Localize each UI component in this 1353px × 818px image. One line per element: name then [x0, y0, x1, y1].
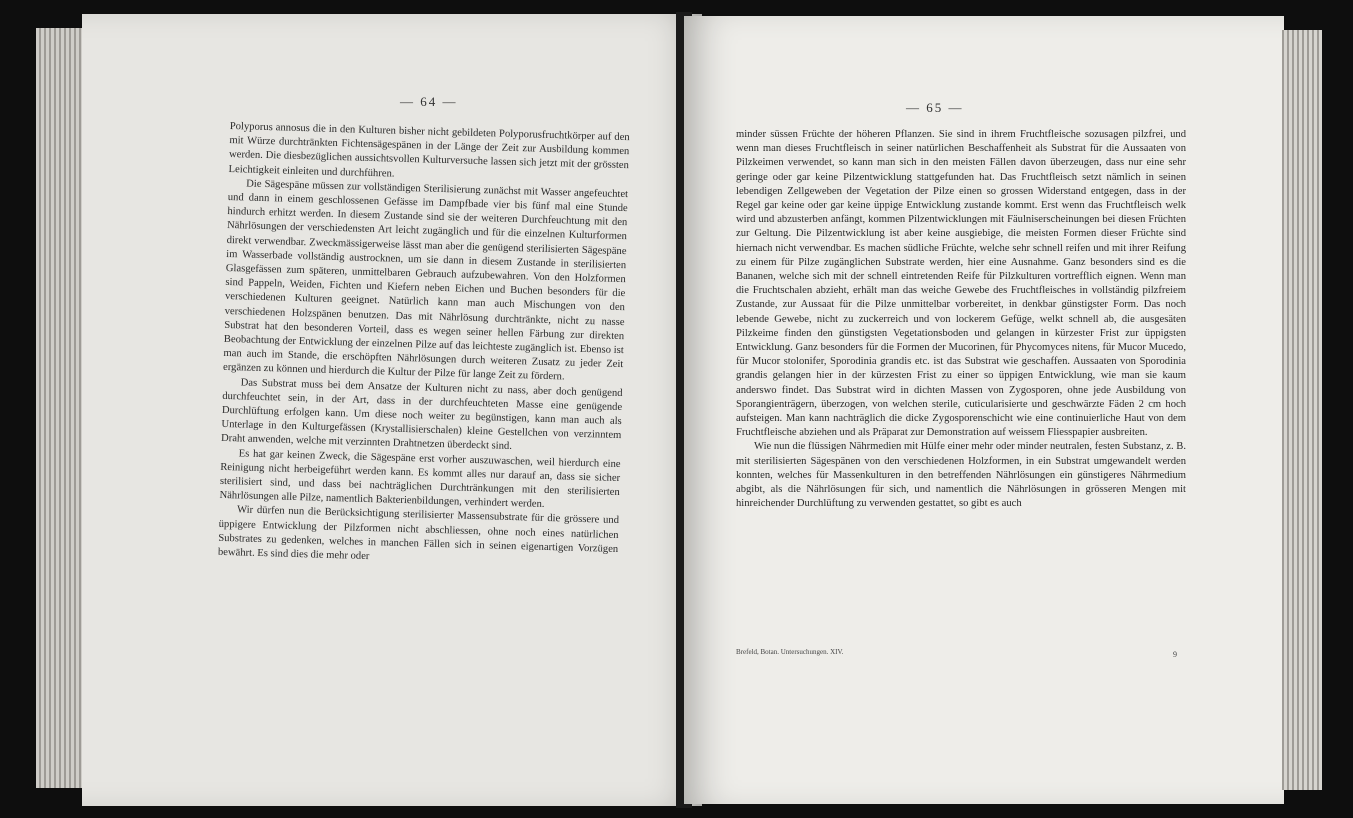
paragraph: Das Substrat muss bei dem Ansatze der Kulturen nicht zu nass, aber doch genügend durchfeuchtet sein, in der Art, dass in der durchfeuchteten Masse eine genügende Durchlüftung erfolgen kann. Um diese noch weiter zu begünstigen, kann man auch als Unterlage in den Kulturgefässen (Krystallisierschalen) kleine Gestellchen von verzinntem Draht anwenden, welche mit verzinnten Drahtnetzen überdeckt sind. [220, 377, 623, 453]
paragraph: Es hat gar keinen Zweck, die Sägespäne erst vorher auszuwaschen, weil hierdurch eine Reinigung nicht herbeigeführt werden kann. Es kommt alles nur darauf an, dass sie sicher sterilisiert sind, und dass bei nachträglichen Durchtränkungen mit den sterilisierten Nährlösungen alle Pilze, namentlich Bakterienbildungen, verhindert werden. [219, 448, 621, 511]
page-footer: Brefeld, Botan. Untersuchungen. XIV. [736, 648, 844, 656]
paragraph: Polyporus annosus die in den Kulturen bisher nicht gebildeten Polyporusfruchtkörper auf den mit Würze durchtränkten Fichtensägespänen in der Länge der Zeit zur Ausbildung kommen werden. Die diesbezüglichen aussichtsvollen Kulturversuche lassen sich jetzt mit der grössten Leichtigkeit einleiten und durchführen. [228, 120, 630, 180]
paragraph: Wie nun die flüssigen Nährmedien mit Hülfe einer mehr oder minder neutralen, festen Substanz, z. B. mit sterilisierten Sägespänen von den verschiedenen Holzformen, in ein Substrat umgewandelt werden konnten, welches für Massenkulturen in den betreffenden Nährlösungen ein günstigeres Nährmedium abgibt, als die Nährlösungen für sich, und namentlich die Nährlösungen in grösseren Mengen mit hinreichender Durchlüftung zu verwenden gestattet, so gibt es auch [736, 441, 1186, 510]
paragraph: minder süssen Früchte der höheren Pflanzen. Sie sind in ihrem Fruchtfleische sozusagen pilzfrei, und wenn man dieses Fruchtfleisch in seiner natürlichen Beschaffenheit als Substrat für die Aussaaten von Pilzkeimen verwendet, so kann man sich in den meisten Fällen davon überzeugen, dass nur eine sehr geringe oder gar keine Pilzentwicklung stattgefunden hat. Das Fruchtfleisch setzt nämlich in seinen lebendigen Zellgeweben der Vegetation der Pilze einen so grossen Widerstand entgegen, dass in der Regel gar keine oder gar keine üppige Entwicklung zustande kommt. Erst wenn das Fruchtfleisch welk wird und abzusterben anfängt, kommen Pilzentwicklungen mit Fäulniserscheinungen bei diesen Früchten zur Geltung. Die Pilzentwicklung ist aber keine ausgiebige, die meisten Formen dieser Früchte sind hiernach nicht verwendbar. Es machen südliche Früchte, welche sehr schnell reifen und mit ihrer Reifung zu einem für Pilze zugänglichen Substrate werden, hier eine Ausnahme. Ganz besonders sind es die Bananen, welche sich mit der schnell eintretenden Reife für Pilzkulturen vortrefflich eignen. Wenn man die Fruchtschalen abzieht, erhält man das weiche Gewebe des Fruchtfleisches in vollständig pilzfreiem Zustande, zur Aussaat für die Pilze unmittelbar vorbereitet, in denkbar günstigster Form. Das noch lebende Gewebe, nicht zu zuckerreich und von lockerem Gefüge, welkt schnell ab, die ausgesäten Pilzkeime finden den günstigsten Vegetationsboden und gelangen in kürzester Frist zur üppigsten Entwicklung. Ganz besonders für die Formen der Mucorinen, für Phycomyces nitens, für Mucor Mucedo, für Mucor stolonifer, Sporodinia grandis etc. ist das Substrat wie geschaffen. Aussaaten von Sporodinia grandis gelangen hier in der kürzesten Frist zu einer so üppigen Entwicklung, wie man sie kaum anderswo findet. Das Substrat wird in dichten Massen von Zygosporen, ohne jede Ausbildung von Sporangienträgern, überzogen, von welchen sterile, cuticularisierte und geschwärzte Fäden 2 cm hoch aufsteigen. Man kann nachträglich die dicke Zygosporenschicht wie eine continuierliche Haut von dem Fruchtfleische abziehen und als Präparat zur Demonstration auf weissem Fliesspapier ausbreiten. [736, 129, 1186, 439]
paragraph: Die Sägespäne müssen zur vollständigen Sterilisierung zunächst mit Wasser angefeuchtet und dann in einem geschlossenen Gefässe im Dampfbade vier bis fünf mal eine Stunde hindurch erhitzt werden. In diesem Zustande sind sie der weiteren Durchfeuchtung mit den Nährlösungen der verschiedensten Art leicht zugänglich und für die einzelnen Kulturformen direkt verwendbar. Zweckmässigerweise lässt man aber die genügend sterilisierten Sägespäne im Wasserbade vollständig austrocknen, um sie dann in diesem Zustande in sterilisierten Glasgefässen zum späteren, unmittelbaren Gebrauch aufzubewahren. Von den Holzformen sind Pappeln, Weiden, Fichten und Kiefern neben Eichen und Buchen besonders für die verschiedenen Kulturen geeignet. Natürlich kann man auch Mischungen von den verschiedenen Holzspänen benutzen. Das mit Nährlösung durchtränkte, nicht zu nasse Substrat hat den besonderen Vorteil, dass es wegen seiner hellen Färbung zur direkten Beobachtung der Entwicklung der einzelnen Pilze auf das leichteste zugänglich ist. Ebenso ist man auch im Stande, die erschöpften Nährlösungen durch weiteren Zusatz zu jeder Zeit ergänzen zu können und hierdurch die Kultur der Pilze für lange Zeit zu fördern. [222, 178, 629, 383]
right-page-number: — 65 — [906, 100, 964, 115]
right-page-text [736, 128, 1186, 511]
page-edges-left [36, 28, 86, 788]
page-edges-right [1282, 30, 1322, 790]
left-page-number: — 64 — [400, 94, 458, 109]
left-page-text [218, 120, 630, 571]
signature-mark: 9 [1173, 650, 1177, 659]
paragraph: Wir dürfen nun die Berücksichtigung sterilisierter Massensubstrate für die grössere und üppigere Entwicklung der Pilzformen nicht abschliessen, ohne noch eines natürlichen Substrates zu gedenken, welches in manchen Fällen sich in seinen eigenartigen Vorzügen bewährt. Es sind dies die mehr oder [217, 504, 620, 563]
